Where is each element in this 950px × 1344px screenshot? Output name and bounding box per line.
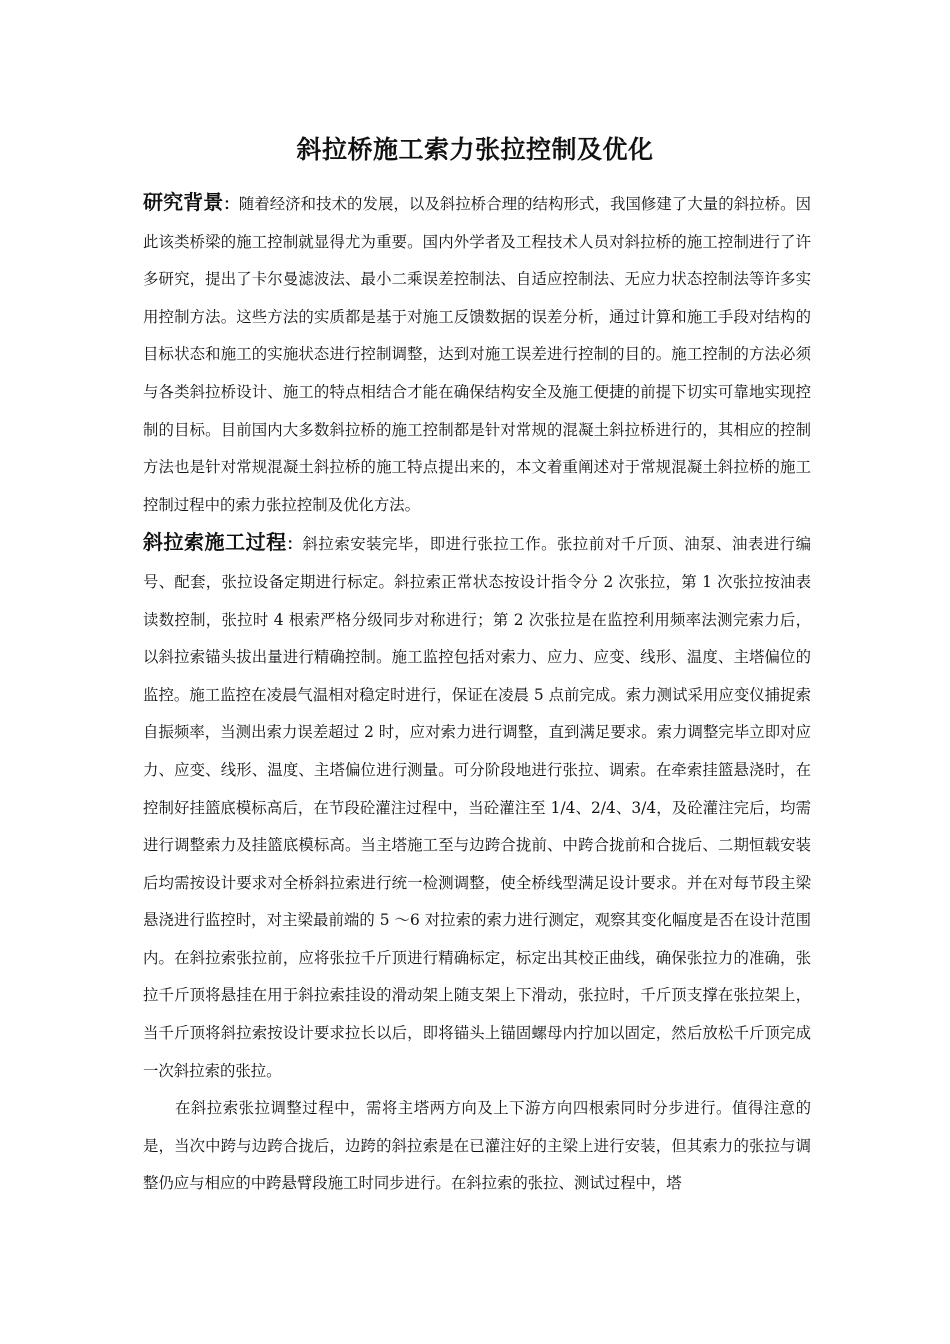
paragraph-cable-construction [143, 524, 811, 1090]
section-heading-research-background: 研究背景 [143, 190, 224, 214]
paragraph-text: 随着经济和技术的发展，以及斜拉桥合理的结构形式，我国修建了大量的斜拉桥。因此该类桥梁的施工控制就显得尤为重要。国内外学者及工程技术人员对斜拉桥的施工控制进行了许多研究，提出了卡尔曼滤波法、最小二乘误差控制法、自适应控制法、无应力状态控制法等许多实用控制方法。这些方法的实质都是基于对施工反馈数据的误差分析，通过计算和施工手段对结构的目标状态和施工的实施状态进行控制调整，达到对施工误差进行控制的目的。施工控制的方法必须与各类斜拉桥设计、施工的特点相结合才能在确保结构安全及施工便捷的前提下切实可靠地实现控制的目标。目前国内大多数斜拉桥的施工控制都是针对常规的混凝土斜拉桥进行的，其相应的控制方法也是针对常规混凝土斜拉桥的施工特点提出来的，本文着重阐述对于常规混凝土斜拉桥的施工控制过程中的索力张拉控制及优化方法。 [143, 195, 811, 514]
document-title: 斜拉桥施工索力张拉控制及优化 [296, 135, 654, 164]
section-heading-cable-construction: 斜拉索施工过程 [143, 530, 287, 555]
document-body [143, 184, 811, 1203]
paragraph-research-background [143, 184, 811, 524]
paragraph-tension-adjustment: 在斜拉索张拉调整过程中，需将主塔两方向及上下游方向四根索同时分步进行。值得注意的是，当次中跨与边跨合拢后，边跨的斜拉索是在已灌注好的主梁上进行安装，但其索力的张拉与调整仍应与相应的中跨悬臂段施工时同步进行。在斜拉索的张拉、测试过程中，塔 [143, 1099, 811, 1193]
heading-colon: ： [223, 195, 239, 213]
paragraph-text: 斜拉索安装完毕，即进行张拉工作。张拉前对千斤顶、油泵、油表进行编号、配套，张拉设备定期进行标定。斜拉索正常状态按设计指令分 2 次张拉，第 1 次张拉按油表读数控制，张拉时 4 根索严格分级同步对称进行；第 2 次张拉是在监控利用频率法测完索力后，以斜拉索锚头拔出量进行精确控制。施工监控包括对索力、应力、应变、线形、温度、主塔偏位的监控。施工监控在凌晨气温相对稳定时进行，保证在凌晨 5 点前完成。索力测试采用应变仪捕捉索自振频率，当测出索力误差超过 2 时，应对索力进行调整，直到满足要求。索力调整完毕立即对应力、应变、线形、温度、主塔偏位进行测量。可分阶段地进行张拉、调索。在牵索挂篮悬浇时，在控制好挂篮底模标高后，在节段砼灌注过程中，当砼灌注至 1/4、2/4、3/4，及砼灌注完后，均需进行调整索力及挂篮底模标高。当主塔施工至与边跨合拢前、中跨合拢前和合拢后、二期恒载安装后均需按设计要求对全桥斜拉索进行统一检测调整，使全桥线型满足设计要求。并在对每节段主梁悬浇进行监控时，对主梁最前端的 5 ～6 对拉索的索力进行测定，观察其变化幅度是否在设计范围内。在斜拉索张拉前，应将张拉千斤顶进行精确标定，标定出其校正曲线，确保张拉力的准确，张拉千斤顶将悬挂在用于斜拉索挂设的滑动架上随支架上下滑动，张拉时，千斤顶支撑在张拉架上，当千斤顶将斜拉索按设计要求拉长以后，即将锚头上锚固螺母内拧加以固定，然后放松千斤顶完成一次斜拉索的张拉。 [143, 535, 811, 1080]
heading-colon: ： [286, 535, 303, 554]
